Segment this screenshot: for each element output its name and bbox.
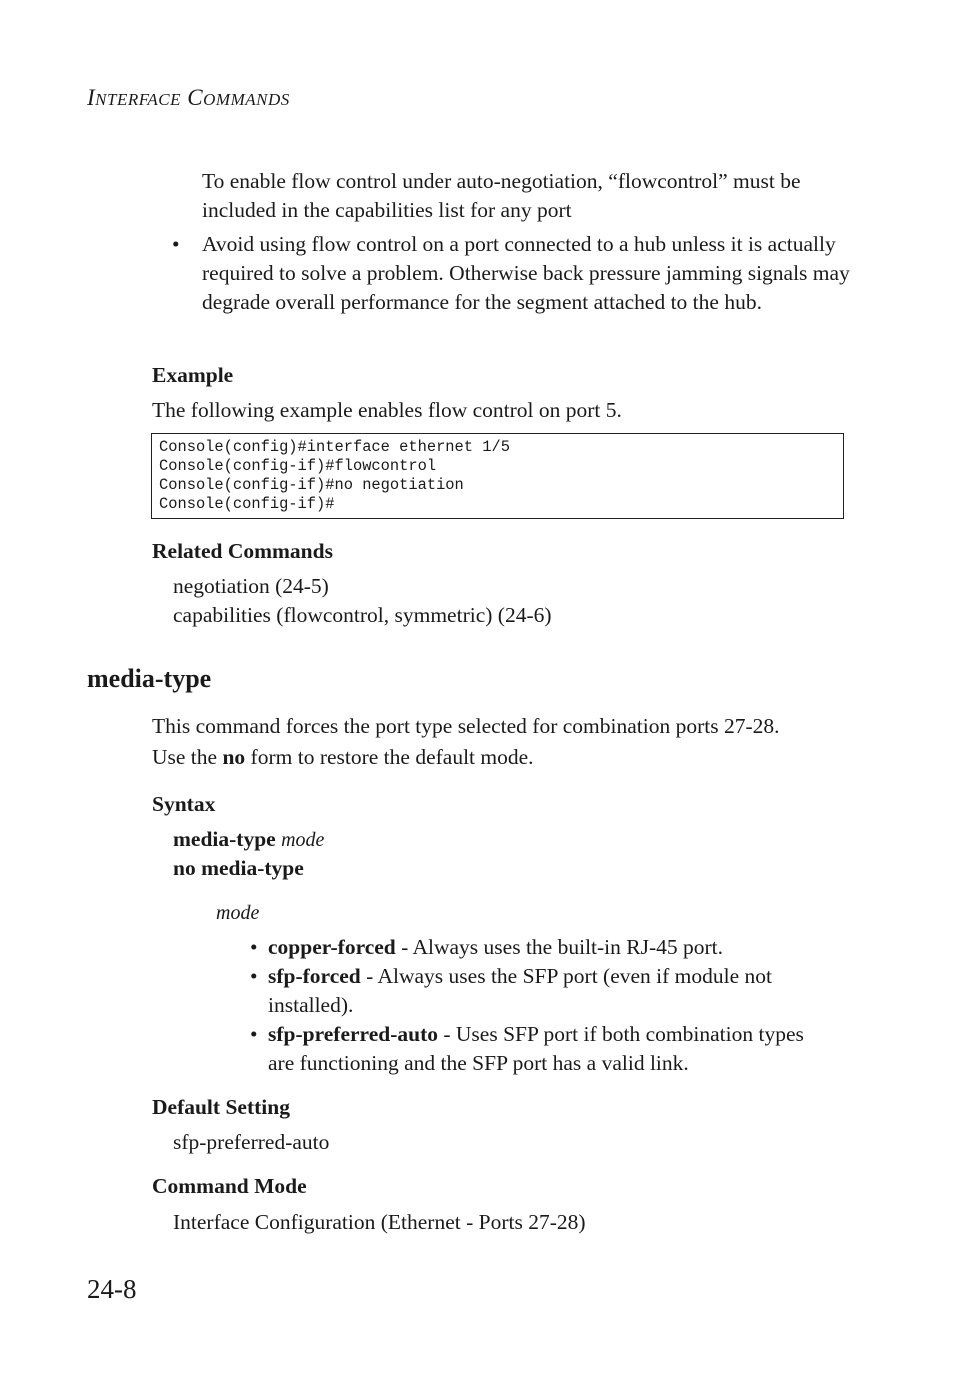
command-mode-value: Interface Configuration (Ethernet - Ports 27-28) bbox=[173, 1210, 586, 1234]
description-text: form to restore the default mode. bbox=[245, 745, 534, 769]
command-mode-heading: Command Mode bbox=[152, 1174, 307, 1198]
default-setting-value: sfp-preferred-auto bbox=[173, 1130, 330, 1154]
option-item bbox=[250, 962, 850, 1020]
syntax-line-1 bbox=[173, 825, 324, 855]
param-name: mode bbox=[216, 902, 260, 924]
bullet-glyph: • bbox=[172, 232, 180, 256]
description-text: Use the bbox=[152, 745, 223, 769]
bullet-item bbox=[172, 230, 852, 317]
option-desc: - Always uses the built-in RJ-45 port. bbox=[395, 935, 724, 959]
running-head-rest-2: OMMANDS bbox=[203, 90, 290, 109]
code-line: Console(config-if)#flowcontrol bbox=[159, 457, 437, 475]
option-desc: - Always uses the SFP port (even if module not bbox=[360, 964, 773, 988]
option-item bbox=[250, 1020, 850, 1078]
running-head bbox=[87, 84, 290, 114]
syntax-command: media-type bbox=[173, 827, 276, 851]
option-desc-cont: are functioning and the SFP port has a valid link. bbox=[268, 1051, 689, 1075]
syntax-command: no media-type bbox=[173, 856, 304, 880]
code-line: Console(config-if)#no negotiation bbox=[159, 476, 464, 494]
default-setting-heading: Default Setting bbox=[152, 1095, 290, 1119]
option-desc-cont: installed). bbox=[268, 993, 354, 1017]
syntax-heading: Syntax bbox=[152, 792, 216, 816]
running-head-initial-1: I bbox=[87, 85, 96, 110]
related-command-item: negotiation (24-5) bbox=[173, 574, 329, 598]
description-line-2 bbox=[152, 743, 534, 772]
option-name: sfp-forced bbox=[268, 964, 361, 988]
option-name: sfp-preferred-auto bbox=[268, 1022, 438, 1046]
option-desc: - Uses SFP port if both combination types bbox=[437, 1022, 804, 1046]
code-line: Console(config-if)# bbox=[159, 495, 335, 513]
description-line-1: This command forces the port type selected for combination ports 27-28. bbox=[152, 714, 780, 738]
code-line: Console(config)#interface ethernet 1/5 bbox=[159, 438, 510, 456]
running-head-initial-2: C bbox=[187, 85, 204, 110]
related-command-item: capabilities (flowcontrol, symmetric) (24-6) bbox=[173, 603, 552, 627]
option-glyph: • bbox=[250, 1022, 258, 1046]
code-block bbox=[151, 433, 844, 519]
related-commands-heading: Related Commands bbox=[152, 539, 333, 563]
running-head-rest-1: NTERFACE bbox=[95, 90, 182, 109]
bullet-text: Avoid using flow control on a port connected to a hub unless it is actually required to solve a problem. Otherwise back pressure jamming signals may degrade overall performance for the segment attached to the hub. bbox=[202, 232, 850, 314]
syntax-line-2 bbox=[173, 854, 304, 883]
example-heading: Example bbox=[152, 363, 234, 387]
continuation-paragraph: To enable flow control under auto-negotiation, “flowcontrol” must be included in the capabilities list for any port bbox=[202, 169, 801, 222]
option-glyph: • bbox=[250, 935, 258, 959]
option-item bbox=[250, 933, 850, 962]
option-glyph: • bbox=[250, 964, 258, 988]
option-name: copper-forced bbox=[268, 935, 396, 959]
syntax-param: mode bbox=[281, 829, 325, 851]
example-intro: The following example enables flow control on port 5. bbox=[152, 398, 622, 422]
section-title: media-type bbox=[87, 664, 212, 693]
param-label bbox=[216, 898, 259, 928]
page-number: 24-8 bbox=[87, 1274, 137, 1304]
no-keyword: no bbox=[222, 745, 246, 769]
